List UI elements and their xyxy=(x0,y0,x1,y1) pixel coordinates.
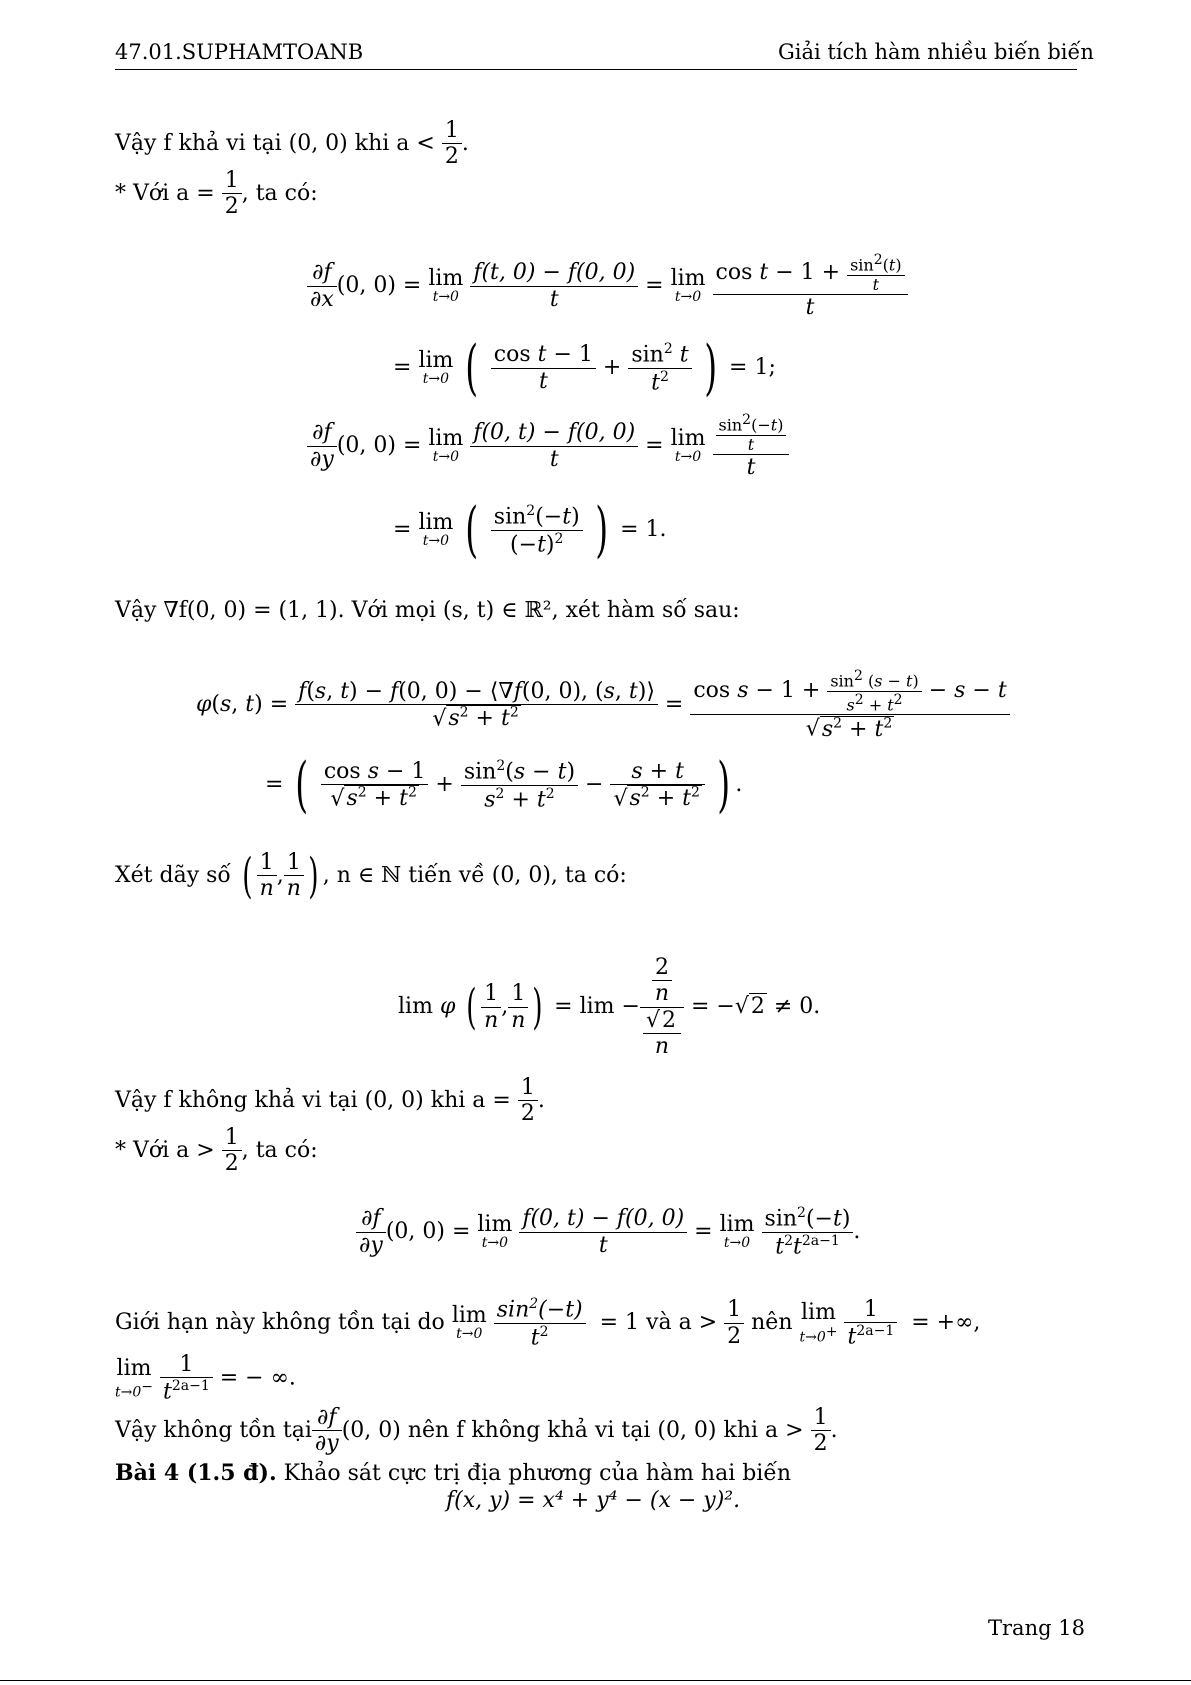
line-conclusion: Vậy không tồn tại $\frac{\partial f}{\partial y}$ (0, 0) nên f không khả vi tại (0, 0) khi a > $\frac{1}{2}$ . xyxy=(115,1405,838,1457)
exercise-4 xyxy=(115,1462,791,1485)
bottom-rule xyxy=(0,1680,1191,1681)
exercise-label: Bài 4 (1.5 đ). xyxy=(115,1460,277,1486)
exercise-function: f(x, y) = x⁴ + y⁴ − (x − y)². xyxy=(446,1488,741,1513)
eq-phi-1: φ(s, t) = $\frac{f(s, t) - f(0, 0) - ⟨\nabla f(0, 0), (s, t)⟩}{√s^2 + t^2}$ = cos s − 1 + $\frac{\sin 2 (s - t)}{s2 + t2}$ − s − t $√s^2 + t^2$ xyxy=(196,668,1010,742)
eq-partial-x-1: $\frac{\partial f}{\partial x}$ (0, 0) = lim t→0 $\frac{f(t, 0) - f(0, 0)}{t}$ = lim t→0 cos t − 1 + $\frac{\sin 2(t)}{t}$ t xyxy=(307,252,908,320)
header-left: 47.01.SUPHAMTOANB xyxy=(115,40,364,64)
line-limit-minus: lim t→0− $\frac{1}{t^{2a-1}}$ = − ∞. xyxy=(115,1352,296,1405)
line-gradient: Vậy ∇f(0, 0) = (1, 1). Với mọi (s, t) ∈ ℝ², xét hàm số sau: xyxy=(115,598,740,623)
line-limit-explain: Giới hạn này không tồn tại do lim t→0 $\frac{\sin^2(-t)}{t^2}$ = 1 và a > $\frac{1}{2}$ nên lim t→0+ $\frac{1}{t^{2a-1}}$ = +∞, xyxy=(115,1296,981,1350)
eq-partial-x-2: = lim t→0 ( $\frac{\text{cos t − 1}}{t}$ + $\frac{\sin^2 t}{t^2}$ ) = 1; xyxy=(393,333,776,403)
header-right: Giải tích hàm nhiều biến biến xyxy=(778,40,1094,64)
page-number: Trang 18 xyxy=(988,1616,1085,1640)
line-differentiable-a-lt-half: Vậy f khả vi tại (0, 0) khi a < $\frac{1}{2}$ . xyxy=(115,118,469,170)
line-case-a-gt-half: * Với a > $\frac{1}{2}$ , ta có: xyxy=(115,1125,318,1177)
eq-partial-y-2: = lim t→0 ( $\frac{\sin^2(-t)}{(-t)^2}$ ) = 1. xyxy=(393,495,667,565)
line-not-diff-a-eq-half: Vậy f không khả vi tại (0, 0) khi a = $\frac{1}{2}$ . xyxy=(115,1075,545,1127)
eq-partial-y-1: $\frac{\partial f}{\partial y}$ (0, 0) = lim t→0 $\frac{f(0, t) - f(0, 0)}{t}$ = lim t→0 $\frac{\frac{\sin 2(-t)}{t}}{t}$ xyxy=(307,412,789,480)
line-case-a-eq-half: * Với a = $\frac{1}{2}$ , ta có: xyxy=(115,168,318,220)
eq-phi-2: = ( $\frac{\text{cos s − 1}}{√s^2 + t^2}$ + $\frac{\sin^2(s - t)}{s^2 + t^2}$ − $\frac{s + t}{√s^2 + t^2}$ ) . xyxy=(265,750,743,820)
line-sequence: Xét dãy số ( $\frac{1}{n}$ , $\frac{1}{n}$ ) , n ∈ ℕ tiến về (0, 0), ta có: xyxy=(115,847,627,904)
exercise-text: Khảo sát cực trị địa phương của hàm hai biến xyxy=(283,1461,792,1486)
eq-partial-y-a-gt: $\frac{\partial f}{\partial y}$ (0, 0) = lim t→0 $\frac{f(0, t) - f(0, 0)}{t}$ = lim t→0 $\frac{\sin^2(-t)}{t^2t^{2a-1}}$ . xyxy=(356,1205,860,1259)
eq-limit-phi: lim φ ( $\frac{1}{n}$ , $\frac{1}{n}$ ) = lim − $\frac{\frac{2}{n}}{\frac{√2}{n}}$ = −√2 ≠ 0. xyxy=(398,955,821,1059)
header-rule xyxy=(115,69,1077,70)
